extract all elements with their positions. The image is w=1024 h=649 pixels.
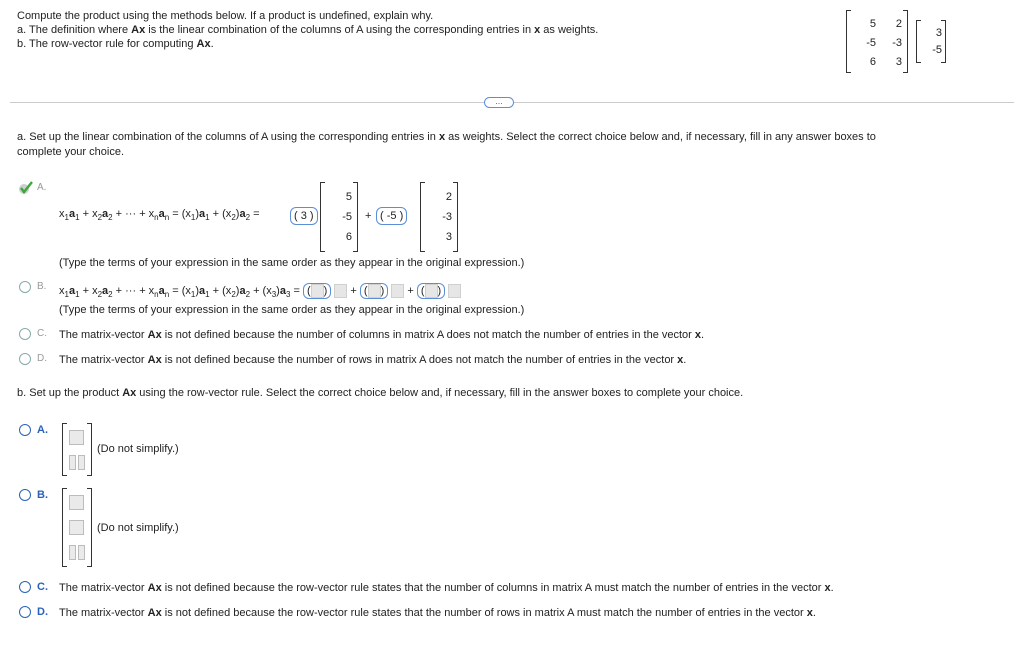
column-input[interactable]	[391, 284, 404, 298]
matrix-a-cell: -3	[892, 36, 902, 49]
answer-box[interactable]	[69, 495, 84, 510]
part-b-option-c-label: C.	[37, 581, 48, 593]
part-a-option-a-label: A.	[37, 182, 47, 193]
weight-input[interactable]: ( )	[417, 283, 445, 299]
part-b-option-d-label: D.	[37, 606, 48, 618]
part-b-option-a-radio[interactable]	[19, 424, 31, 436]
column-1-entry[interactable]: 6	[345, 231, 352, 243]
answer-box[interactable]	[69, 520, 84, 535]
matrix-a-cell: -5	[866, 36, 876, 49]
column-input[interactable]	[448, 284, 461, 298]
matrix-a	[846, 10, 908, 73]
part-a-option-a-expression: $x_1a_1 + x_2a_2$ + ··· + $x_na_n = (x_1)a_1 + (x_2)a_2$ =	[59, 208, 260, 223]
part-b-option-d-text: The matrix-vector Ax is not defined because the row-vector rule states that the number of rows in matrix A must match the number of entries in the vector x.	[59, 607, 816, 619]
part-a-option-b-expression: $x_1a_1 + x_2a_2$ + ··· + $x_na_n = (x_1)a_1 + (x_2)a_2 + (x_3)a_3$ = ( ) + ( ) + ( )	[59, 283, 461, 302]
part-a-option-b-hint: (Type the terms of your expression in the same order as they appear in the original expression.)	[59, 304, 525, 316]
question-line-2: a. The definition where Ax is the linear combination of the columns of A using the corresponding entries in x as weights.	[17, 24, 599, 36]
answer-box[interactable]	[78, 455, 85, 470]
part-b-option-b-label: B.	[37, 489, 48, 501]
part-a-option-b-radio[interactable]	[19, 281, 31, 293]
vector-x-cell: 3	[935, 26, 942, 39]
part-b-option-a-label: A.	[37, 424, 48, 436]
part-a-option-d-label: D.	[37, 353, 47, 364]
answer-box[interactable]	[69, 455, 76, 470]
part-b-option-b-note: (Do not simplify.)	[97, 522, 179, 534]
column-2-entry[interactable]: -3	[442, 211, 452, 223]
part-a-prompt: a. Set up the linear combination of the columns of A using the corresponding entries in x as weights. Select the correct choice below and, if necessary, fill in any answer boxes to complete your choice.	[17, 131, 876, 158]
part-b-option-c-radio[interactable]	[19, 581, 31, 593]
part-a-option-d-radio[interactable]	[19, 353, 31, 365]
column-2-matrix	[420, 182, 458, 252]
answer-box[interactable]	[69, 430, 84, 445]
part-b-option-a-note: (Do not simplify.)	[97, 443, 179, 455]
part-a-option-c-text: The matrix-vector Ax is not defined because the number of columns in matrix A does not match the number of entries in the vector x.	[59, 329, 705, 341]
answer-box[interactable]	[69, 545, 76, 560]
vector-x	[916, 20, 946, 63]
weight-2-input[interactable]: ( -5 )	[376, 207, 407, 225]
matrix-a-cell: 6	[869, 55, 876, 68]
vector-x-cell: -5	[932, 43, 942, 56]
plus-sign: +	[365, 210, 372, 222]
part-a-option-c-label: C.	[37, 328, 47, 339]
part-a-option-d-text: The matrix-vector Ax is not defined because the number of rows in matrix A does not match the number of entries in the vector x.	[59, 354, 687, 366]
column-1-entry[interactable]: -5	[342, 211, 352, 223]
part-a-option-a-hint: (Type the terms of your expression in the same order as they appear in the original expression.)	[59, 257, 525, 269]
column-input[interactable]	[334, 284, 347, 298]
matrix-a-cell: 2	[895, 17, 902, 30]
correct-check-icon	[18, 181, 34, 195]
column-1-matrix	[320, 182, 358, 252]
more-button[interactable]: ...	[484, 97, 514, 108]
part-b-option-d-radio[interactable]	[19, 606, 31, 618]
weight-input[interactable]: ( )	[303, 283, 331, 299]
weight-1-input[interactable]: ( 3 )	[290, 207, 318, 225]
matrix-a-cell: 3	[895, 55, 902, 68]
part-b-option-b-radio[interactable]	[19, 489, 31, 501]
question-text	[17, 9, 598, 51]
answer-box[interactable]	[78, 545, 85, 560]
question-line-3: b. The row-vector rule for computing Ax.	[17, 38, 214, 50]
column-1-entry[interactable]: 5	[345, 191, 352, 203]
column-2-entry[interactable]: 2	[445, 191, 452, 203]
matrix-a-cell: 5	[869, 17, 876, 30]
question-line-1: Compute the product using the methods below. If a product is undefined, explain why.	[17, 10, 434, 22]
part-a-option-b-label: B.	[37, 281, 47, 292]
weight-input[interactable]: ( )	[360, 283, 388, 299]
column-2-entry[interactable]: 3	[445, 231, 452, 243]
part-b-prompt: b. Set up the product Ax using the row-vector rule. Select the correct choice below and, if necessary, fill in the answer boxes to complete your choice.	[17, 387, 744, 399]
part-a-option-c-radio[interactable]	[19, 328, 31, 340]
part-b-option-c-text: The matrix-vector Ax is not defined because the row-vector rule states that the number of columns in matrix A must match the number of entries in the vector x.	[59, 582, 834, 594]
